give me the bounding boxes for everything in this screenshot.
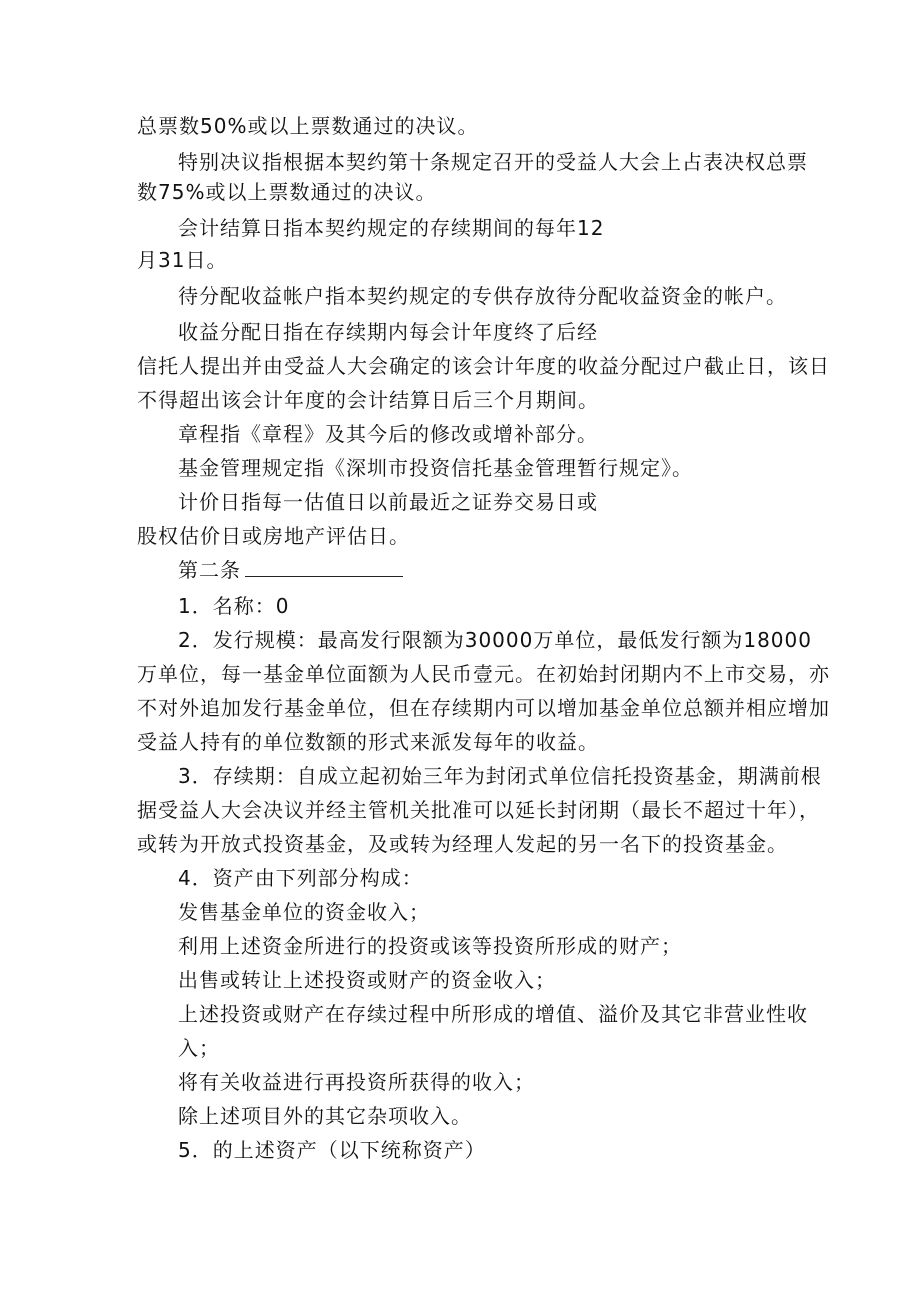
text-line: 或转为开放式投资基金，及或转为经理人发起的另一名下的投资基金。	[137, 832, 788, 856]
text-line: 不对外追加发行基金单位，但在存续期内可以增加基金单位总额并相应增加	[137, 696, 830, 720]
text-line: 除上述项目外的其它杂项收入。	[178, 1104, 472, 1128]
text-line: 会计结算日指本契约规定的存续期间的每年12	[178, 216, 605, 240]
text-line: 上述投资或财产在存续过程中所形成的增值、溢价及其它非营业性收	[178, 1002, 808, 1026]
text-line: 章程指《章程》及其今后的修改或增补部分。	[178, 422, 598, 446]
article-heading	[178, 556, 403, 584]
text-line: 5．的上述资产（以下统称资产）	[178, 1138, 486, 1162]
text-line: 4．资产由下列部分构成：	[178, 866, 423, 890]
text-line: 数75%或以上票数通过的决议。	[137, 180, 437, 204]
text-line: 计价日指每一估值日以前最近之证券交易日或	[178, 490, 598, 514]
text-line: 万单位，每一基金单位面额为人民币壹元。在初始封闭期内不上市交易，亦	[137, 662, 830, 686]
text-line: 出售或转让上述投资或财产的资金收入；	[178, 968, 556, 992]
article-number: 第二条	[178, 558, 241, 582]
text-line: 特别决议指根据本契约第十条规定召开的受益人大会上占表决权总票	[178, 150, 808, 174]
text-line: 总票数50%或以上票数通过的决议。	[137, 114, 479, 138]
text-line: 月31日。	[137, 248, 228, 272]
text-line: 信托人提出并由受益人大会确定的该会计年度的收益分配过户截止日，该日	[137, 354, 830, 378]
text-line: 受益人持有的单位数额的形式来派发每年的收益。	[137, 730, 599, 754]
text-line: 2．发行规模：最高发行限额为30000万单位，最低发行额为18000	[178, 628, 812, 652]
text-line: 利用上述资金所进行的投资或该等投资所形成的财产；	[178, 934, 682, 958]
text-line: 待分配收益帐户指本契约规定的专供存放待分配收益资金的帐户。	[178, 284, 787, 308]
blank-underline	[245, 556, 403, 577]
text-line: 发售基金单位的资金收入；	[178, 900, 430, 924]
text-line: 收益分配日指在存续期内每会计年度终了后经	[178, 320, 598, 344]
text-line: 不得超出该会计年度的会计结算日后三个月期间。	[137, 388, 599, 412]
text-line: 入；	[178, 1036, 220, 1060]
text-line: 3．存续期：自成立起初始三年为封闭式单位信托投资基金，期满前根	[178, 764, 822, 788]
text-line: 基金管理规定指《深圳市投资信托基金管理暂行规定》。	[178, 456, 693, 480]
text-line: 将有关收益进行再投资所获得的收入；	[178, 1070, 535, 1094]
text-line: 据受益人大会决议并经主管机关批准可以延长封闭期（最长不超过十年），	[137, 798, 820, 822]
text-line: 股权估价日或房地产评估日。	[137, 524, 410, 548]
text-line: 1．名称：0	[178, 594, 290, 618]
